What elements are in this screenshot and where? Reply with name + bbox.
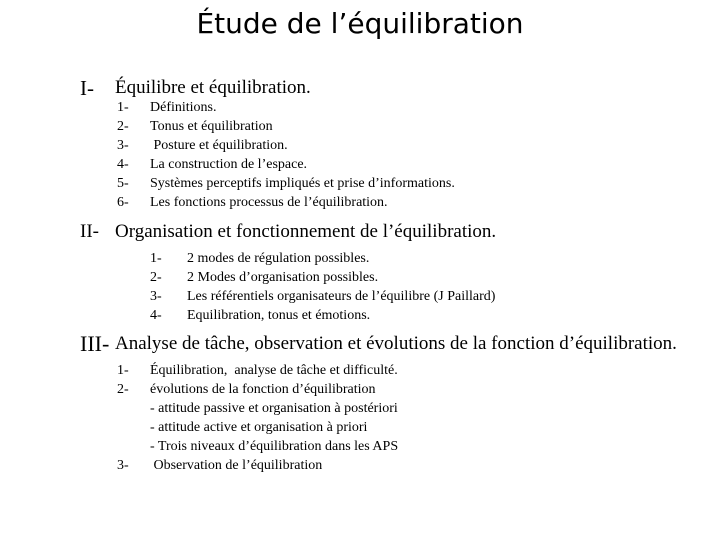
- item-text: - attitude active et organisation à priori: [150, 420, 368, 435]
- item-number: 5-: [117, 176, 129, 191]
- item-text: Systèmes perceptifs impliqués et prise d’informations.: [150, 176, 455, 191]
- item-text: évolutions de la fonction d’équilibration: [150, 382, 376, 397]
- item-number: 4-: [150, 308, 162, 323]
- item-text: - Trois niveaux d’équilibration dans les APS: [150, 439, 399, 454]
- item-number: 6-: [117, 195, 129, 210]
- item-number: 3-: [117, 458, 129, 473]
- item-text: 2 Modes d’organisation possibles.: [187, 270, 379, 285]
- section-title: Équilibre et équilibration.: [115, 77, 311, 98]
- item-number: 2-: [117, 382, 129, 397]
- item-text: Observation de l’équilibration: [150, 458, 323, 473]
- page-title: Étude de l’équilibration: [196, 7, 524, 40]
- item-number: 3-: [117, 138, 129, 153]
- item-text: Les référentiels organisateurs de l’équilibre (J Paillard): [187, 289, 496, 304]
- item-number: 1-: [117, 100, 129, 115]
- section-number: II-: [80, 221, 99, 242]
- item-text: - attitude passive et organisation à postériori: [150, 401, 398, 416]
- item-number: 3-: [150, 289, 162, 304]
- item-number: 2-: [117, 119, 129, 134]
- item-text: Définitions.: [150, 100, 217, 115]
- item-number: 2-: [150, 270, 162, 285]
- item-text: Posture et équilibration.: [150, 138, 288, 153]
- item-text: La construction de l’espace.: [150, 157, 308, 172]
- item-text: Equilibration, tonus et émotions.: [187, 308, 371, 323]
- section-number: III-: [80, 331, 110, 356]
- section-number: I-: [80, 76, 94, 100]
- item-text: 2 modes de régulation possibles.: [187, 251, 370, 266]
- section-title: Organisation et fonctionnement de l’équilibration.: [115, 221, 497, 242]
- section-title: Analyse de tâche, observation et évolutions de la fonction d’équilibration.: [115, 333, 677, 354]
- item-number: 1-: [117, 363, 129, 378]
- item-text: Tonus et équilibration: [150, 119, 273, 134]
- item-number: 1-: [150, 251, 162, 266]
- item-text: Les fonctions processus de l’équilibration.: [150, 195, 388, 210]
- item-text: Équilibration, analyse de tâche et difficulté.: [150, 363, 398, 378]
- item-number: 4-: [117, 157, 129, 172]
